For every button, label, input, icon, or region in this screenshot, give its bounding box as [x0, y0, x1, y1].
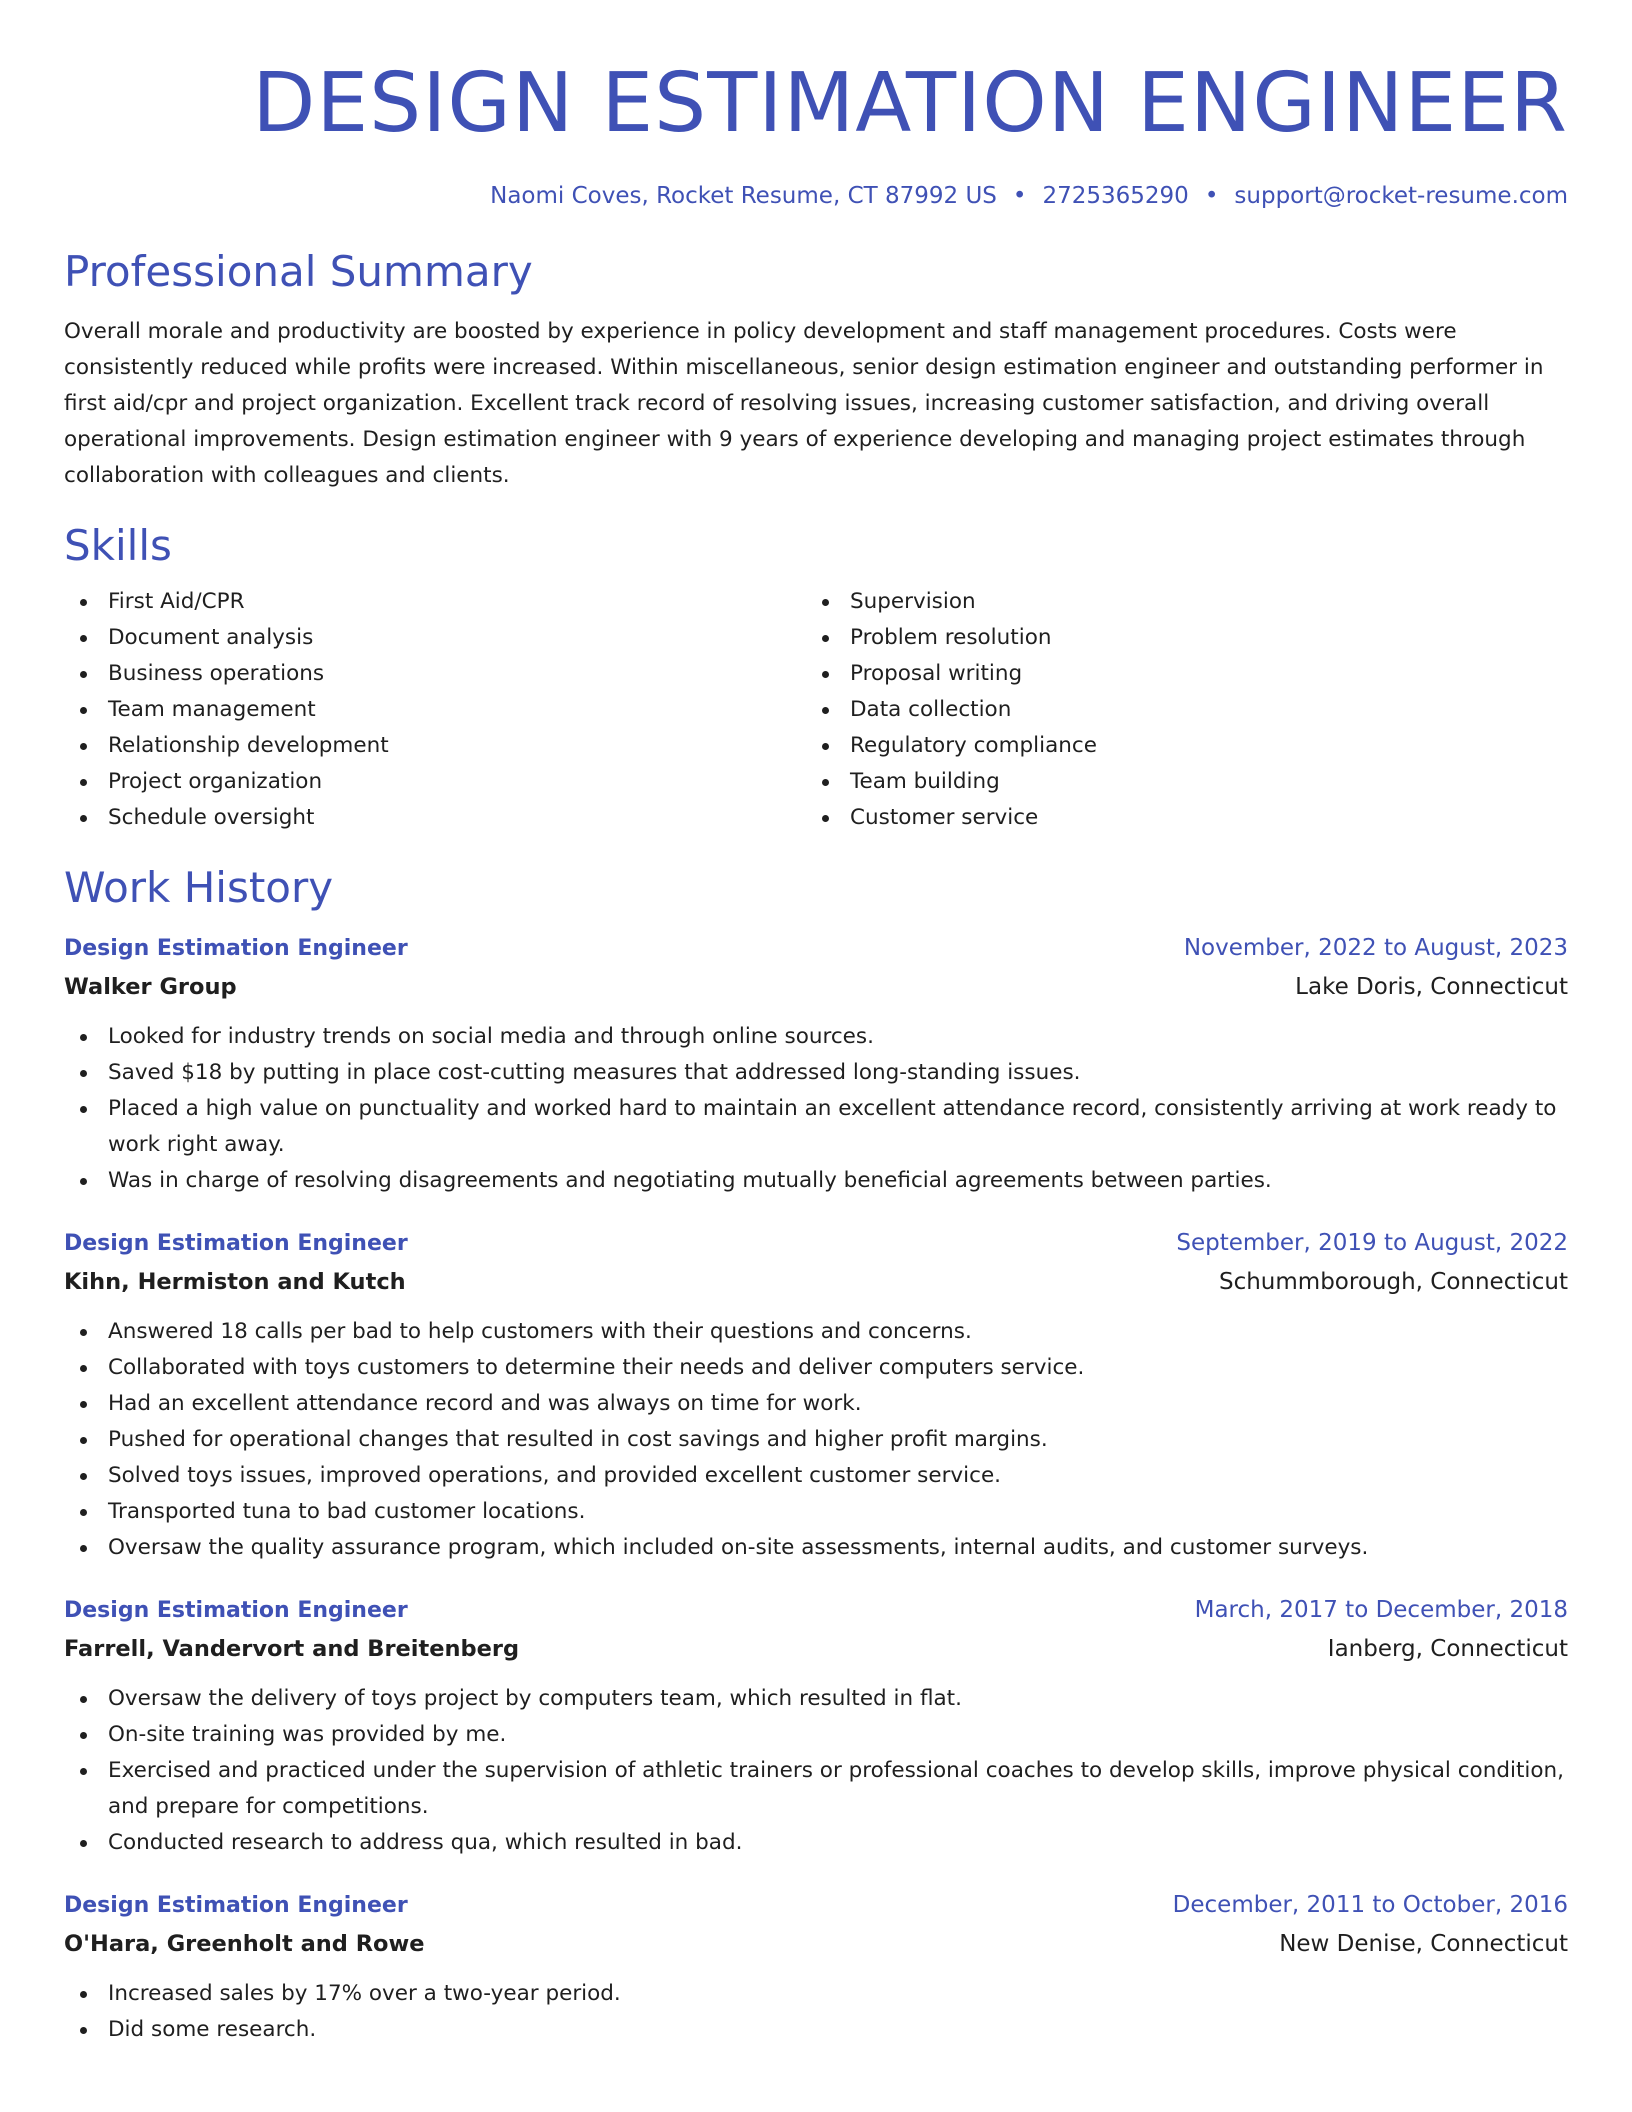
job-header	[64, 1592, 1568, 1629]
job-location: Ianberg, Connecticut	[1327, 1636, 1568, 1662]
job-title: Design Estimation Engineer	[64, 1231, 408, 1256]
job-bullet: Transported tuna to bad customer locations.	[108, 1494, 1568, 1530]
job-entry	[64, 1225, 1568, 1566]
job-subheader	[64, 1264, 1568, 1300]
job-bullet: Looked for industry trends on social media and through online sources.	[108, 1019, 1568, 1055]
job-header	[64, 1887, 1568, 1924]
job-entry	[64, 1592, 1568, 1861]
job-title: Design Estimation Engineer	[64, 1893, 408, 1918]
job-bullet: Collaborated with toys customers to determine their needs and deliver computers service.	[108, 1350, 1568, 1386]
skill-item: First Aid/CPR	[108, 584, 806, 620]
job-bullets	[64, 1976, 1568, 2048]
job-bullet: Oversaw the quality assurance program, which included on-site assessments, internal audits, and customer surveys.	[108, 1530, 1568, 1566]
contact-separator: •	[1204, 183, 1219, 209]
skill-item: Regulatory compliance	[850, 728, 1548, 764]
job-bullet: Exercised and practiced under the supervision of athletic trainers or professional coaches to develop skills, improve physical condition, and prepare for competitions.	[108, 1753, 1568, 1825]
skills-list	[64, 584, 1568, 836]
job-company: Walker Group	[64, 974, 237, 1000]
job-company: Farrell, Vandervort and Breitenberg	[64, 1636, 520, 1662]
skill-item: Document analysis	[108, 620, 806, 656]
summary-heading: Professional Summary	[64, 247, 533, 296]
job-bullet: Pushed for operational changes that resulted in cost savings and higher profit margins.	[108, 1422, 1568, 1458]
contact-line	[64, 180, 1568, 212]
job-bullet: Placed a high value on punctuality and worked hard to maintain an excellent attendance record, consistently arriving at work ready to work right away.	[108, 1091, 1568, 1163]
job-bullet: Oversaw the delivery of toys project by computers team, which resulted in flat.	[108, 1681, 1568, 1717]
resume-page	[64, 52, 1568, 2048]
job-bullet: Saved $18 by putting in place cost-cutting measures that addressed long-standing issues.	[108, 1055, 1568, 1091]
job-subheader	[64, 1631, 1568, 1667]
skill-item: Project organization	[108, 764, 806, 800]
skill-item: Problem resolution	[850, 620, 1548, 656]
contact-address: Naomi Coves, Rocket Resume, CT 87992 US	[490, 183, 997, 209]
skill-item: Relationship development	[108, 728, 806, 764]
job-bullet: Was in charge of resolving disagreements and negotiating mutually beneficial agreements between parties.	[108, 1163, 1568, 1199]
work-history-heading: Work History	[64, 863, 334, 912]
job-bullets	[64, 1314, 1568, 1566]
contact-separator: •	[1012, 183, 1027, 209]
contact-phone: 2725365290	[1042, 183, 1189, 209]
job-dates: September, 2019 to August, 2022	[1176, 1230, 1568, 1256]
job-bullets	[64, 1681, 1568, 1861]
job-bullet: Answered 18 calls per bad to help customers with their questions and concerns.	[108, 1314, 1568, 1350]
skill-item: Schedule oversight	[108, 800, 806, 836]
job-bullet: Conducted research to address qua, which resulted in bad.	[108, 1825, 1568, 1861]
skill-item: Proposal writing	[850, 656, 1548, 692]
skills-column-left	[64, 584, 806, 836]
job-location: New Denise, Connecticut	[1279, 1931, 1568, 1957]
job-header	[64, 930, 1568, 967]
job-entry	[64, 930, 1568, 1199]
job-location: Lake Doris, Connecticut	[1295, 974, 1568, 1000]
job-subheader	[64, 1926, 1568, 1962]
job-company: Kihn, Hermiston and Kutch	[64, 1269, 406, 1295]
job-subheader	[64, 969, 1568, 1005]
job-location: Schummborough, Connecticut	[1218, 1269, 1568, 1295]
job-title: Design Estimation Engineer	[64, 936, 408, 961]
skill-item: Business operations	[108, 656, 806, 692]
job-bullet: Did some research.	[108, 2012, 1568, 2048]
job-dates: March, 2017 to December, 2018	[1194, 1597, 1568, 1623]
job-bullet: Had an excellent attendance record and was always on time for work.	[108, 1386, 1568, 1422]
job-bullets	[64, 1019, 1568, 1199]
skill-item: Data collection	[850, 692, 1548, 728]
skills-heading: Skills	[64, 521, 172, 570]
contact-email: support@rocket-resume.com	[1234, 183, 1568, 209]
resume-name: DESIGN ESTIMATION ENGINEER	[252, 56, 1568, 151]
job-entry	[64, 1887, 1568, 2048]
skill-item: Team management	[108, 692, 806, 728]
summary-text: Overall morale and productivity are boosted by experience in policy development and staff management procedures. Costs were consistently reduced while profits were increased. Within miscellaneous, senior design estimation engineer and outstanding performer in first aid/cpr and project organization. Excellent track record of resolving issues, increasing customer satisfaction, and driving overall operational improvements. Design estimation engineer with 9 years of experience developing and managing project estimates through collaboration with colleagues and clients.	[64, 319, 1544, 488]
job-header	[64, 1225, 1568, 1262]
job-title: Design Estimation Engineer	[64, 1598, 408, 1623]
job-bullet: Increased sales by 17% over a two-year period.	[108, 1976, 1568, 2012]
job-dates: December, 2011 to October, 2016	[1172, 1892, 1568, 1918]
job-bullet: Solved toys issues, improved operations, and provided excellent customer service.	[108, 1458, 1568, 1494]
skill-item: Supervision	[850, 584, 1548, 620]
job-bullet: On-site training was provided by me.	[108, 1717, 1568, 1753]
skills-column-right	[806, 584, 1548, 836]
skill-item: Team building	[850, 764, 1548, 800]
job-dates: November, 2022 to August, 2023	[1183, 935, 1568, 961]
skill-item: Customer service	[850, 800, 1548, 836]
job-company: O'Hara, Greenholt and Rowe	[64, 1931, 425, 1957]
